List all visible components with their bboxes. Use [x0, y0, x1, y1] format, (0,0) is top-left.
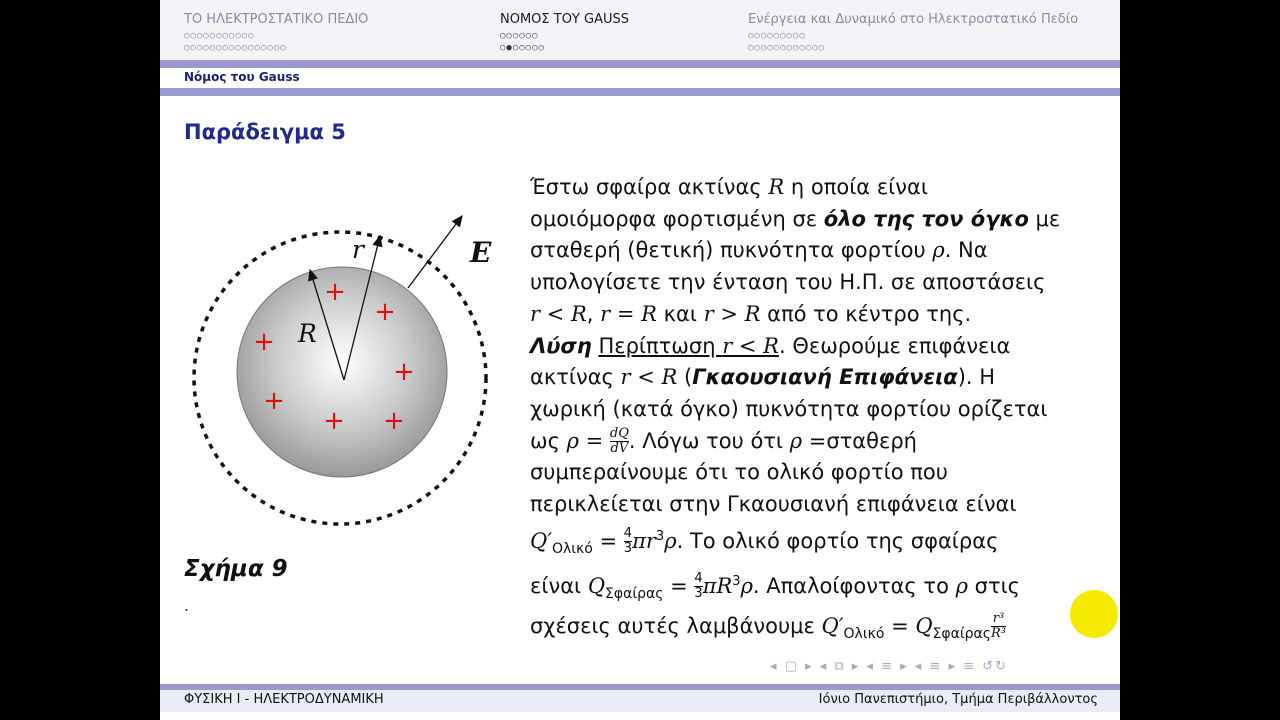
plus-sign: +	[323, 406, 345, 436]
subsection-divider	[160, 88, 1120, 96]
plus-sign: +	[393, 357, 415, 387]
nav-dots-section3-row2[interactable]: ○○○○○○○○○○○○	[748, 43, 826, 53]
plus-sign: +	[383, 406, 405, 436]
subsection-bar	[160, 68, 1120, 88]
beamer-navigation-symbols[interactable]: ◂ ▢ ▸ ◂ ⧉ ▸ ◂ ≡ ▸ ◂ ≡ ▸ ≡ ↺↻	[770, 659, 1008, 674]
problem-text	[530, 172, 1110, 650]
plus-sign: +	[253, 327, 275, 357]
text-line: συμπεραίνουμε ότι το ολικό φορτίο που	[530, 460, 948, 485]
text-line: r < R, r = R και r > R από το κέντρο της.	[530, 301, 972, 326]
plus-sign: +	[263, 386, 285, 416]
slide	[160, 0, 1120, 720]
footer-institution: Ιόνιο Πανεπιστήμιο, Τμήμα Περιβάλλοντος	[818, 692, 1098, 707]
text-line: Λύση Περίπτωση r < R. Θεωρούμε επιφάνεια	[530, 333, 1011, 358]
field-E-arrow	[408, 216, 462, 288]
text-line: ακτίνας r < R (Γκαουσιανή Επιφάνεια). Η	[530, 365, 996, 390]
text-line: σταθερή (θετική) πυκνότητα φορτίου ρ. Να	[530, 238, 988, 263]
frame-title: Παράδειγμα 5	[184, 120, 346, 144]
nav-dots-section2-row1[interactable]: ○○○○○○	[500, 31, 539, 41]
label-R: R	[298, 319, 317, 348]
charged-sphere-figure	[190, 200, 510, 540]
text-line: είναι $Q_{\Sigma\varphi\alpha ί\rho\alpha\varsigma}$ = $\frac{4}{3}$ $\pi R^3\rho$. Απαλοίφοντας το ρ στις	[530, 571, 1021, 602]
plus-sign: +	[374, 297, 396, 327]
label-E: E	[470, 236, 492, 269]
text-line: χωρική (κατά όγκο) πυκνότητα φορτίου ορίζεται	[530, 396, 1048, 421]
text-line: σχέσεις αυτές λαμβάνουμε $Q'_{O\lambda\iota\kappa ό} = Q_{\Sigma\varphi\alpha ί\rho\alpha\varsigma}$ $\frac{\text{r³}}{\text{R³}}$	[530, 611, 1006, 642]
text-line: ομοιόμορφα φορτισμένη σε όλο της τον όγκο με	[530, 206, 1061, 231]
label-r: r	[352, 235, 364, 264]
figure-caption: Σχήμα 9	[184, 556, 288, 582]
nav-dots-section1-row1[interactable]: ○○○○○○○○○○○	[184, 31, 255, 41]
nav-section-gauss-law[interactable]: ΝΟΜΟΣ ΤΟΥ GAUSS	[500, 12, 629, 27]
text-line: $Q'_{O\lambda\iota\kappa ό}$ = $\frac{4}{3}$ $\pi r^3\rho$. Το ολικό φορτίο της σφαίρας	[530, 526, 999, 557]
caption-dot: .	[184, 596, 190, 615]
navigation-header	[160, 0, 1120, 60]
nav-section-electrostatic-field[interactable]: ΤΟ ΗΛΕΚΤΡΟΣΤΑΤΙΚΟ ΠΕΔΙΟ	[184, 12, 369, 27]
footer-course-title: ΦΥΣΙΚΗ Ι - ΗΛΕΚΤΡΟΔΥΝΑΜΙΚΗ	[184, 692, 384, 707]
text-line: υπολογίσετε την ένταση του Η.Π. σε αποστάσεις	[530, 270, 1046, 295]
cursor-highlight	[1070, 590, 1118, 638]
nav-dots-section3-row1[interactable]: ○○○○○○○○○	[748, 31, 806, 41]
nav-dots-section2-row2[interactable]: ○●○○○○○	[500, 43, 545, 53]
header-divider	[160, 60, 1120, 68]
nav-dots-section1-row2[interactable]: ○○○○○○○○○○○○○○○○	[184, 43, 287, 53]
nav-section-energy-potential[interactable]: Ενέργεια και Δυναμικό στο Ηλεκτροστατικό Πεδίο	[748, 12, 1079, 27]
text-line: ως ρ = $\frac{dQ}{dV}$ . Λόγω του ότι ρ =σταθερή	[530, 426, 917, 457]
subsection-title[interactable]: Νόμος του Gauss	[184, 70, 300, 84]
text-line: Έστω σφαίρα ακτίνας R η οποία είναι	[530, 175, 928, 199]
text-line: περικλείεται στην Γκαουσιανή επιφάνεια είναι	[530, 492, 1017, 517]
plus-sign: +	[324, 277, 346, 307]
